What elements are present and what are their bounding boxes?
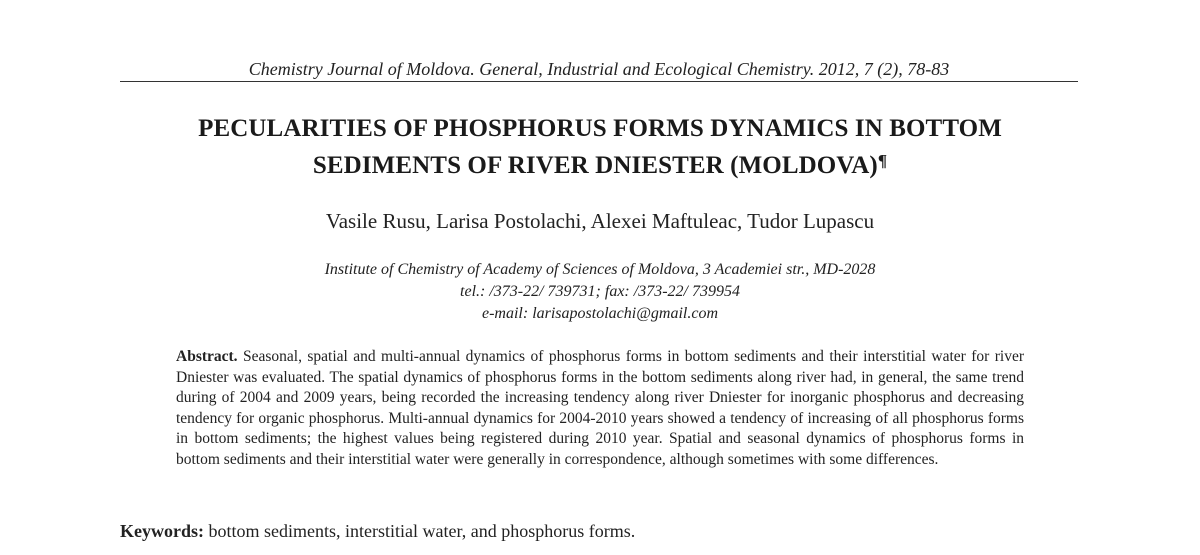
- affiliation-phone: tel.: /373-22/ 739731; fax: /373-22/ 739954: [460, 283, 740, 300]
- paper-title: [100, 113, 1100, 182]
- title-line-2: [100, 145, 1100, 182]
- journal-citation-header: Chemistry Journal of Moldova. General, Industrial and Ecological Chemistry. 2012, 7 (2), 78-83: [248, 59, 950, 79]
- affiliation-institute: Institute of Chemistry of Academy of Sciences of Moldova, 3 Academiei str., MD-2028: [324, 261, 876, 278]
- header-rule: [120, 81, 1078, 82]
- abstract-text: Seasonal, spatial and multi-annual dynamics of phosphorus forms in bottom sediments and their interstitial water for river Dniester was evaluated. The spatial dynamics of phosphorus forms in the bottom sediments along river had, in general, the same trend during of 2004 and 2009 years, being recorded the increasing tendency along river Dniester for inorganic phosphorus and decreasing tendency for organic phosphorus. Multi-annual dynamics for 2004-2010 years showed a tendency of increasing of all phosphorus forms in bottom sediments; the highest values being registered during 2010 year. Spatial and seasonal dynamics of phosphorus forms in bottom sediments and their interstitial water were generally in correspondence, although sometimes with some differences.: [176, 348, 1024, 468]
- keywords-label: Keywords:: [120, 521, 204, 541]
- author-list: Vasile Rusu, Larisa Postolachi, Alexei Maftuleac, Tudor Lupascu: [325, 209, 875, 233]
- keywords-text: bottom sediments, interstitial water, and phosphorus forms.: [208, 521, 636, 541]
- affiliation-block: [100, 259, 1100, 325]
- title-line-2-text: SEDIMENTS OF RIVER DNIESTER (MOLDOVA): [312, 152, 878, 179]
- keywords-line: [120, 519, 1080, 543]
- abstract-paragraph: [176, 347, 1024, 471]
- abstract-label: Abstract.: [176, 348, 238, 365]
- title-line-1: PECULARITIES OF PHOSPHORUS FORMS DYNAMICS IN BOTTOM: [198, 115, 1002, 142]
- affiliation-email: e-mail: larisapostolachi@gmail.com: [481, 305, 719, 322]
- title-footnote-mark: ¶: [877, 151, 888, 170]
